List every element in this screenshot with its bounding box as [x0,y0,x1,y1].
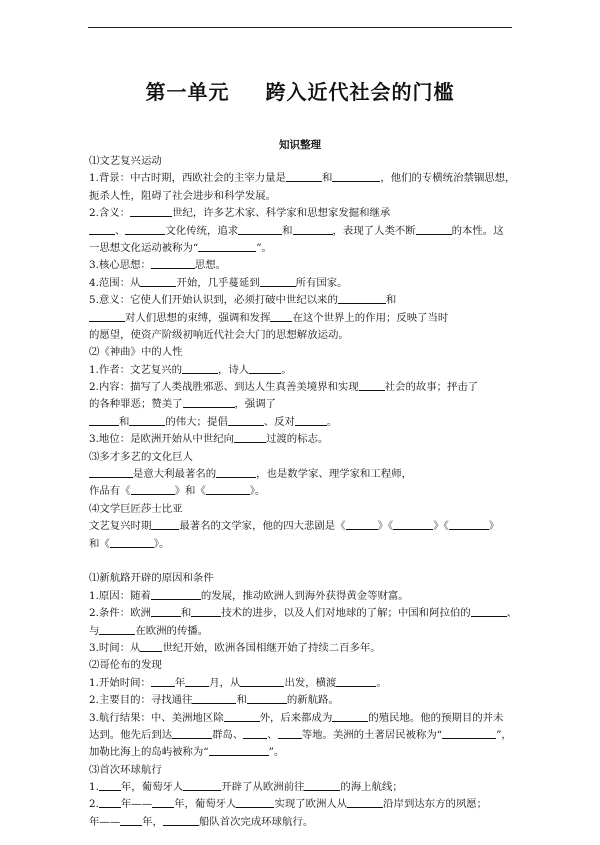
line-text: 、 [267,728,278,741]
heading-columbus [89,657,515,674]
fill-in-blank[interactable] [471,605,507,617]
versatile-line-2 [89,483,515,500]
fill-in-blank[interactable] [442,727,496,739]
heading-divine-comedy [89,344,515,361]
bg-line-1 [89,170,515,187]
line-text: ⑴新航路开辟的原因和条件 [89,572,214,585]
line-text: ⑶首次环球航行 [89,763,162,776]
line-text: 的新航路。 [286,694,339,707]
fill-in-blank[interactable] [278,727,302,739]
fill-in-blank[interactable] [209,744,269,756]
line-text: 的发展，推动欧洲人到海外获得黄金等财富。 [200,589,409,602]
line-text: 开辟了从欧洲前往 [221,781,305,794]
line-text: 过渡的标志。 [266,433,329,446]
conditions-line-1 [89,605,518,622]
line-text: ，诗人 [218,363,250,376]
line-text: 年， [142,815,163,828]
heading-versatile [89,449,515,466]
fill-in-blank[interactable] [286,170,322,182]
line-text: 、反对 [263,415,295,428]
worksheet-body [89,153,518,831]
line-text: 和 [321,172,333,185]
line-text: 》和《 [174,485,206,498]
line-text: 在这个世界上的作用；反映了当时 [292,311,449,324]
meaning-line-1 [89,205,515,222]
line-text: 3.地位：是欧洲开始从中世纪向 [89,433,234,446]
fill-in-blank[interactable] [140,640,162,652]
fill-in-blank[interactable] [347,796,383,808]
line-text: 的海上航线； [340,781,403,794]
fill-in-blank[interactable] [89,223,115,235]
status [89,431,515,448]
line-text: 技术的进步，以及人们对地球的了解；中国和阿拉伯的 [221,607,471,620]
line-text: 》《 [433,520,449,533]
purpose [89,692,515,709]
line-text: 世纪开始，欧洲各国相继开始了持续二百多年。 [162,641,381,654]
fill-in-blank[interactable] [89,310,125,322]
line-text: 所有国家。 [295,276,348,289]
line-text: 文艺复兴时期 [89,520,152,533]
shakespeare-line-1 [89,518,515,535]
content-line-3 [89,414,515,431]
fill-in-blank[interactable] [346,518,378,530]
significance-line-3 [89,327,515,344]
line-text: 3.航行结果：中、美洲地区除 [89,711,224,724]
line-text: 和《 [89,537,110,550]
fill-in-blank[interactable] [151,675,175,687]
line-text: 船队首次完成环球航行。 [198,815,314,828]
fill-in-blank[interactable] [295,414,327,426]
line-text: 。 [376,676,387,689]
fill-in-blank[interactable] [192,692,236,704]
meaning-line-2 [89,223,515,240]
fill-in-blank[interactable] [216,466,256,478]
line-text: 的伟大；提倡 [165,415,228,428]
fill-in-blank[interactable] [293,223,333,235]
fill-in-blank[interactable] [183,396,235,408]
line-text: 扼杀人性，阻碍了社会进步和科学发展。 [89,189,277,202]
fill-in-blank[interactable] [206,483,250,495]
section-subtitle: 知识整理 [279,139,321,151]
fill-in-blank[interactable] [332,170,380,182]
fill-in-blank[interactable] [228,414,264,426]
line-text: 1.原因：随着 [89,589,151,602]
content-line-1 [89,379,515,396]
line-text: 1.开始时间： [89,676,151,689]
fill-in-blank[interactable] [338,292,386,304]
line-text: 一思想文化运动被称为“ [89,241,199,254]
line-text: 2.含义： [89,207,131,220]
line-text: 的愿望，使资产阶级初响近代社会大门的思想解放运动。 [89,328,349,341]
fill-in-blank[interactable] [304,779,340,791]
fill-in-blank[interactable] [99,796,121,808]
line-text: 的本性。这 [451,224,504,237]
fill-in-blank[interactable] [151,605,181,617]
fill-in-blank[interactable] [99,623,135,635]
fill-in-blank[interactable] [151,588,201,600]
fill-in-blank[interactable] [191,605,221,617]
line-text: 1. [89,781,99,794]
line-text: 、 [506,607,518,620]
conditions-line-2 [89,623,515,640]
line-text: 和 [119,415,130,428]
line-text: ，也是数学家、理学家和工程师， [256,468,412,481]
line-text: 5.意义：它使人们开始认识到，必须打破中世纪以来的 [89,294,338,307]
fill-in-blank[interactable] [224,710,260,722]
heading-new-routes [89,570,515,587]
line-text: 2.主要目的：寻找通往 [89,694,193,707]
line-text: 的各种罪恶；赞美了 [89,398,183,411]
line-text: ⑵《神曲》中的人性 [89,346,183,359]
fill-in-blank[interactable] [260,275,296,287]
voyage-line-2 [89,727,515,744]
line-text: ，强调了 [234,398,277,411]
shakespeare-line-2 [89,536,515,553]
line-text: 最著名的文学家，他的四大悲剧是《 [179,520,346,533]
line-text: 和 [385,294,397,307]
line-text: 1.作者：文艺复兴的 [89,363,183,376]
line-text: 年，葡萄牙人 [174,798,237,811]
spacer-1 [89,553,515,570]
line-text: ”， [496,728,512,741]
bg-line-2 [89,188,515,205]
line-text: 思想。 [194,259,227,272]
line-text: 与 [89,624,100,637]
line-text: ，表现了人类不断 [332,224,416,237]
line-text: 社会的故事；抨击了 [384,381,479,394]
significance-line-2 [89,310,515,327]
line-text: 》 [488,520,500,533]
fill-in-blank[interactable] [99,779,121,791]
fill-in-blank[interactable] [151,257,195,269]
fill-in-blank[interactable] [89,414,119,426]
header-rule [88,27,512,28]
fill-in-blank[interactable] [393,518,433,530]
line-text: 在欧洲的传播。 [135,624,209,637]
meaning-line-3 [89,240,515,257]
fill-in-blank[interactable] [270,310,292,322]
line-text: ⑵哥伦布的发现 [89,659,162,672]
fill-in-blank[interactable] [120,814,142,826]
circ-line-1 [89,779,515,796]
page-title [0,76,600,105]
line-text: 出发，横渡 [284,676,337,689]
line-text: ”。 [256,241,272,254]
unit-label: 第一单元 [145,80,230,104]
heading-circumnavigation [89,762,515,779]
line-text: 外，后来都成为 [259,711,333,724]
voyage-line-1 [89,710,515,727]
fill-in-blank[interactable] [332,710,368,722]
voyage-line-3 [89,744,515,761]
fill-in-blank[interactable] [172,727,212,739]
line-text: 作品有《 [89,485,131,498]
line-text: 群岛、 [212,728,244,741]
line-text: 》。 [249,485,266,498]
fill-in-blank[interactable] [240,675,284,687]
fill-in-blank[interactable] [198,240,256,252]
line-text: 文化传统，追求 [165,224,239,237]
line-text: 加勒比海上的岛屿被称为“ [89,746,209,759]
line-text: 、 [115,224,126,237]
fill-in-blank[interactable] [125,223,165,235]
author [89,362,515,379]
line-text: 达到。他先后到达 [89,728,173,741]
fill-in-blank[interactable] [416,223,452,235]
line-text: 等地。美洲的土著居民被称为“ [301,728,443,741]
scope [89,275,515,292]
line-text: ”。 [268,746,285,759]
fill-in-blank[interactable] [129,414,165,426]
line-text: 。 [281,363,292,376]
fill-in-blank[interactable] [234,431,266,443]
fill-in-blank[interactable] [89,466,133,478]
line-text: 2. [89,798,99,811]
line-text: 的殖民地。他的预期目的并未 [368,711,504,724]
content-line-2 [89,396,515,413]
line-text: 世纪，许多艺术家、科学家和思想家发掘和继承 [172,207,391,220]
fill-in-blank[interactable] [238,223,282,235]
time [89,640,515,657]
line-text: 年 [174,676,186,689]
fill-in-blank[interactable] [152,796,174,808]
fill-in-blank[interactable] [449,518,489,530]
line-text: 4.范围：从 [89,276,141,289]
fill-in-blank[interactable] [130,205,172,217]
fill-in-blank[interactable] [336,675,376,687]
line-text: 是意大利最著名的 [133,468,217,481]
fill-in-blank[interactable] [359,379,385,391]
cause [89,588,515,605]
fill-in-blank[interactable] [243,727,267,739]
line-text: ⑷文学巨匠莎士比亚 [89,502,183,515]
fill-in-blank[interactable] [140,275,176,287]
line-text: 3.时间：从 [89,641,141,654]
significance-line-1 [89,292,515,309]
unit-topic: 跨入近代社会的门槛 [265,80,455,104]
line-text: 。 [326,415,338,428]
line-text: 实现了欧洲人从 [274,798,348,811]
line-text: 开始，几乎蔓延到 [176,276,260,289]
fill-in-blank[interactable] [182,362,218,374]
fill-in-blank[interactable] [151,518,179,530]
line-text: ⑶多才多艺的文化巨人 [89,450,193,463]
circ-line-3 [89,814,515,831]
fill-in-blank[interactable] [247,692,287,704]
line-text: 和 [236,694,247,707]
fill-in-blank[interactable] [110,536,154,548]
heading-shakespeare [89,501,515,518]
line-text: 和 [180,607,192,620]
fill-in-blank[interactable] [185,675,209,687]
fill-in-blank[interactable] [131,483,175,495]
line-text: 月，从 [209,676,241,689]
heading-renaissance [89,153,515,170]
line-text: 年—— [89,815,121,828]
fill-in-blank[interactable] [236,796,274,808]
line-text: 》《 [377,520,394,533]
line-text: 对人们思想的束缚，强调和发挥 [125,311,271,324]
line-text: ，他们的专横统治禁锢思想， [380,172,516,185]
fill-in-blank[interactable] [249,362,281,374]
fill-in-blank[interactable] [183,779,221,791]
line-text: 》。 [153,537,170,550]
line-text: 年，葡萄牙人 [120,781,184,794]
line-text: 2.条件：欧洲 [89,607,151,620]
core-idea [89,257,515,274]
versatile-line-1 [89,466,515,483]
line-text: 3.核心思想： [89,259,151,272]
line-text: 和 [282,224,293,237]
line-text: 1.背景：中古时期，西欧社会的主宰力量是 [89,172,286,185]
line-text: 沿岸到达东方的夙愿； [383,798,488,811]
line-text: ⑴文艺复兴运动 [89,155,162,167]
circ-line-2 [89,796,515,813]
line-text: 年—— [120,798,153,811]
fill-in-blank[interactable] [163,814,199,826]
start-time [89,675,515,692]
line-text: 2.内容：描写了人类战胜邪恶、到达人生真善美境界和实现 [89,381,359,394]
